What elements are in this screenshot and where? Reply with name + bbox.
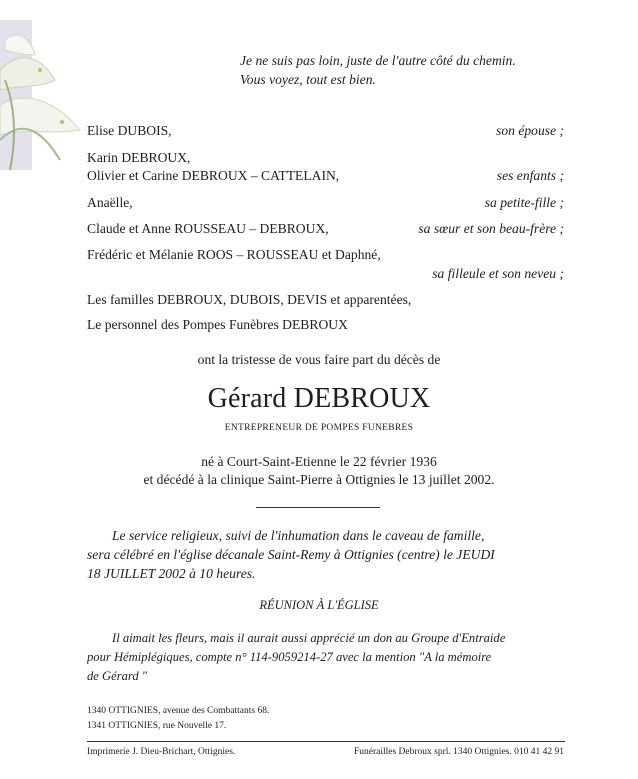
death-info: et décédé à la clinique Saint-Pierre à Ottignies le 13 juillet 2002. [143, 472, 495, 487]
quote-line-1: Je ne suis pas loin, juste de l'autre côté du chemin. [240, 53, 516, 68]
family-name: Karin DEBROUX, [87, 150, 191, 165]
address-line: 1341 OTTIGNIES, rue Nouvelle 17. [87, 721, 227, 731]
footer-rule [87, 741, 565, 742]
family-name: Anaëlle, [87, 195, 133, 210]
family-name: Elise DUBOIS, [87, 123, 172, 138]
service-line-2: sera célébré en l'église décanale Saint-Remy à Ottignies (centre) le JEUDI [87, 547, 495, 562]
funeral-home-credit: Funérailles Debroux sprl. 1340 Ottignies. 010 41 42 91 [353, 747, 564, 757]
deceased-name: Gérard DEBROUX [207, 383, 431, 414]
flowers-line-1: Il aimait les fleurs, mais il aurait aussi apprécié un don au Groupe d'Entraide [112, 631, 506, 645]
family-name: Le personnel des Pompes Funèbres DEBROUX [87, 317, 348, 332]
flowers-line-2: pour Hémiplégiques, compte n° 114-9059214-27 avec la mention "A la mémoire [87, 650, 492, 664]
service-line-1: Le service religieux, suivi de l'inhumation dans le caveau de famille, [112, 528, 485, 543]
deceased-profession: ENTREPRENEUR DE POMPES FUNEBRES [224, 423, 414, 433]
flowers-line-3: de Gérard " [87, 669, 148, 683]
announcement-text: ont la tristesse de vous faire part du décès de [197, 352, 441, 367]
printer-credit: Imprimerie J. Dieu-Brichart, Ottignies. [87, 747, 236, 757]
family-relation: sa sœur et son beau-frère ; [418, 221, 564, 236]
family-relation: sa petite-fille ; [484, 195, 564, 210]
address-line: 1340 OTTIGNIES, avenue des Combattants 68. [87, 706, 270, 716]
family-relation: ses enfants ; [496, 168, 564, 183]
service-line-3: 18 JUILLET 2002 à 10 heures. [87, 566, 256, 581]
reunion-heading: RÉUNION À L'ÉGLISE [259, 598, 379, 612]
family-relation: sa filleule et son neveu ; [432, 266, 564, 281]
family-name: Olivier et Carine DEBROUX – CATTELAIN, [87, 168, 340, 183]
family-name: Claude et Anne ROUSSEAU – DEBROUX, [87, 221, 329, 236]
family-name: Les familles DEBROUX, DUBOIS, DEVIS et apparentées, [87, 292, 412, 307]
lily-flower-illustration [0, 10, 90, 170]
family-name: Frédéric et Mélanie ROOS – ROUSSEAU et Daphné, [87, 247, 381, 262]
divider-line [256, 507, 380, 508]
birth-info: né à Court-Saint-Etienne le 22 février 1936 [201, 454, 437, 469]
family-relation: son épouse ; [496, 123, 564, 138]
quote-line-2: Vous voyez, tout est bien. [240, 72, 376, 87]
